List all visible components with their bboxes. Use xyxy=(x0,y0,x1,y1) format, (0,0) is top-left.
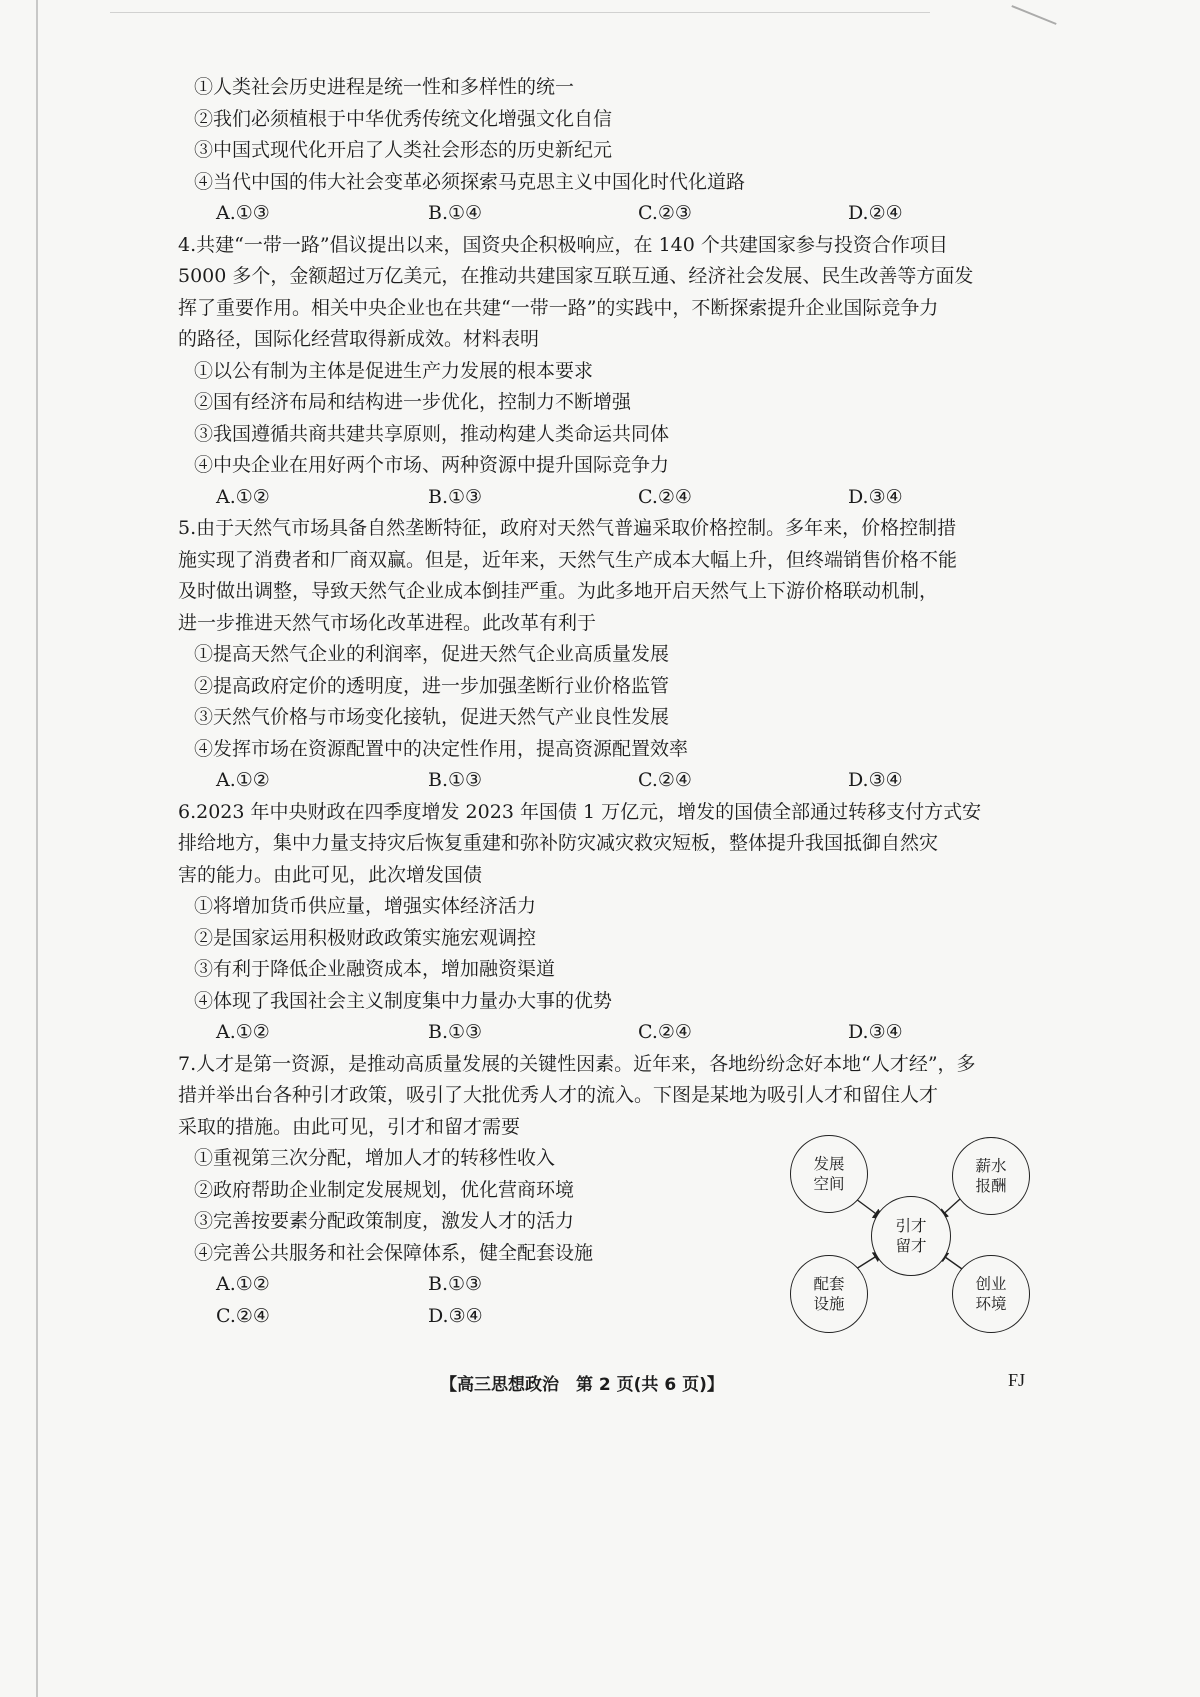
q3-choice-d[interactable]: D.②④ xyxy=(848,202,903,224)
node-label: 环境 xyxy=(975,1295,1007,1313)
q7-choice-c[interactable]: C.②④ xyxy=(216,1304,270,1327)
q6-option-4: ④体现了我国社会主义制度集中力量办大事的优势 xyxy=(194,989,613,1012)
node-salary xyxy=(952,1137,1030,1215)
q3-option-4: ④当代中国的伟大社会变革必须探索马克思主义中国化时代化道路 xyxy=(194,170,746,193)
node-label: 留才 xyxy=(895,1237,927,1255)
q5-stem-line: 5.由于天然气市场具备自然垄断特征，政府对天然气普遍采取价格控制。多年来，价格控制措 xyxy=(178,517,957,539)
q5-option-4: ④发挥市场在资源配置中的决定性作用，提高资源配置效率 xyxy=(194,737,689,760)
q7-choice-a[interactable]: A.①② xyxy=(216,1273,270,1295)
q4-choice-a[interactable]: A.①② xyxy=(216,485,270,508)
q7-choice-d[interactable]: D.③④ xyxy=(428,1304,483,1327)
q6-choice-b[interactable]: B.①③ xyxy=(428,1021,483,1043)
question-3-options xyxy=(178,72,1038,230)
q6-choice-a[interactable]: A.①② xyxy=(216,1021,270,1043)
q7-choice-b[interactable]: B.①③ xyxy=(428,1273,483,1295)
talent-policy-diagram xyxy=(790,1135,1030,1331)
q5-choice-d[interactable]: D.③④ xyxy=(848,769,903,791)
q4-option-1: ①以公有制为主体是促进生产力发展的根本要求 xyxy=(194,359,594,382)
q5-stem-line: 进一步推进天然气市场化改革进程。此改革有利于 xyxy=(178,611,597,634)
q7-option-2: ②政府帮助企业制定发展规划，优化营商环境 xyxy=(194,1178,575,1201)
node-label: 设施 xyxy=(813,1295,845,1313)
q7-stem-line: 7.人才是第一资源，是推动高质量发展的关键性因素。近年来，各地纷纷念好本地“人才经”，多 xyxy=(178,1052,976,1075)
node-label: 薪水 xyxy=(975,1157,1007,1175)
q5-option-1: ①提高天然气企业的利润率，促进天然气企业高质量发展 xyxy=(194,643,670,665)
footer-title: 【高三思想政治 第 2 页(共 6 页)】 xyxy=(440,1375,724,1395)
scan-edge-top xyxy=(110,12,930,13)
q4-stem-line: 4.共建“一带一路”倡议提出以来，国资央企积极响应，在 140 个共建国家参与投资合作项目 xyxy=(178,233,948,256)
q6-choice-d[interactable]: D.③④ xyxy=(848,1021,903,1043)
question-5 xyxy=(178,513,1038,797)
q5-option-3: ③天然气价格与市场变化接轨，促进天然气产业良性发展 xyxy=(194,706,670,728)
q4-choice-c[interactable]: C.②④ xyxy=(638,485,692,508)
q3-choice-c[interactable]: C.②③ xyxy=(638,202,692,224)
node-development-space xyxy=(790,1135,868,1213)
q7-option-1: ①重视第三次分配，增加人才的转移性收入 xyxy=(194,1147,556,1169)
scan-corner-mark xyxy=(1011,5,1056,25)
q6-choices xyxy=(178,1017,1038,1049)
q6-option-1: ①将增加货币供应量，增强实体经济活力 xyxy=(194,895,537,917)
node-attract-retain-talent xyxy=(871,1196,951,1276)
q6-choice-c[interactable]: C.②④ xyxy=(638,1021,692,1043)
q4-stem-line: 的路径，国际化经营取得新成效。材料表明 xyxy=(178,328,540,350)
q3-option-3: ③中国式现代化开启了人类社会形态的历史新纪元 xyxy=(194,139,613,161)
q3-option-2: ②我们必须植根于中华优秀传统文化增强文化自信 xyxy=(194,107,613,130)
q7-stem-line: 措并举出台各种引才政策，吸引了大批优秀人才的流入。下图是某地为吸引人才和留住人才 xyxy=(178,1084,939,1106)
q4-option-4: ④中央企业在用好两个市场、两种资源中提升国际竞争力 xyxy=(194,454,670,476)
q3-choice-a[interactable]: A.①③ xyxy=(216,202,270,224)
q6-stem-line: 6.2023 年中央财政在四季度增发 2023 年国债 1 万亿元，增发的国债全部通过转移支付方式安 xyxy=(178,800,982,823)
node-label: 报酬 xyxy=(975,1177,1007,1195)
q3-choices xyxy=(178,198,1038,230)
node-label: 空间 xyxy=(813,1175,845,1193)
q5-stem-line: 及时做出调整，导致天然气企业成本倒挂严重。为此多地开启天然气上下游价格联动机制， xyxy=(178,580,939,602)
scan-edge-left xyxy=(36,0,38,1697)
q4-stem-line: 5000 多个，金额超过万亿美元，在推动共建国家互联互通、经济社会发展、民生改善等方面发 xyxy=(178,265,974,287)
q5-stem-line: 施实现了消费者和厂商双赢。但是，近年来，天然气生产成本大幅上升，但终端销售价格不能 xyxy=(178,548,958,571)
question-4 xyxy=(178,230,1038,514)
node-label: 创业 xyxy=(975,1275,1007,1293)
q6-stem-line: 害的能力。由此可见，此次增发国债 xyxy=(178,863,483,886)
q3-choice-b[interactable]: B.①④ xyxy=(428,202,483,224)
node-label: 发展 xyxy=(813,1155,845,1173)
q7-option-4: ④完善公共服务和社会保障体系，健全配套设施 xyxy=(194,1241,594,1264)
q3-option-1: ①人类社会历史进程是统一性和多样性的统一 xyxy=(194,76,575,98)
q4-stem-line: 挥了重要作用。相关中央企业也在共建“一带一路”的实践中，不断探索提升企业国际竞争力 xyxy=(178,296,939,319)
footer-code: FJ xyxy=(1008,1370,1026,1390)
q6-option-2: ②是国家运用积极财政政策实施宏观调控 xyxy=(194,926,537,949)
question-6 xyxy=(178,797,1038,1049)
q5-choice-b[interactable]: B.①③ xyxy=(428,769,483,791)
q4-choices xyxy=(178,482,1038,514)
q5-option-2: ②提高政府定价的透明度，进一步加强垄断行业价格监管 xyxy=(194,674,670,697)
q5-choices xyxy=(178,765,1038,797)
q5-choice-a[interactable]: A.①② xyxy=(216,769,270,791)
q6-stem-line: 排给地方，集中力量支持灾后恢复重建和弥补防灾减灾救灾短板，整体提升我国抵御自然灾 xyxy=(178,832,939,854)
q4-option-2: ②国有经济布局和结构进一步优化，控制力不断增强 xyxy=(194,391,632,413)
node-startup-environment xyxy=(952,1255,1030,1333)
q4-choice-b[interactable]: B.①③ xyxy=(428,485,483,508)
q4-option-3: ③我国遵循共商共建共享原则，推动构建人类命运共同体 xyxy=(194,422,670,445)
q7-stem-line: 采取的措施。由此可见，引才和留才需要 xyxy=(178,1115,521,1138)
q4-choice-d[interactable]: D.③④ xyxy=(848,485,903,508)
page-footer xyxy=(0,1370,1200,1400)
q5-choice-c[interactable]: C.②④ xyxy=(638,769,692,791)
node-label: 配套 xyxy=(813,1275,845,1293)
q7-option-3: ③完善按要素分配政策制度，激发人才的活力 xyxy=(194,1210,575,1232)
node-supporting-facilities xyxy=(790,1255,868,1333)
node-label: 引才 xyxy=(895,1217,927,1235)
q6-option-3: ③有利于降低企业融资成本，增加融资渠道 xyxy=(194,958,556,980)
